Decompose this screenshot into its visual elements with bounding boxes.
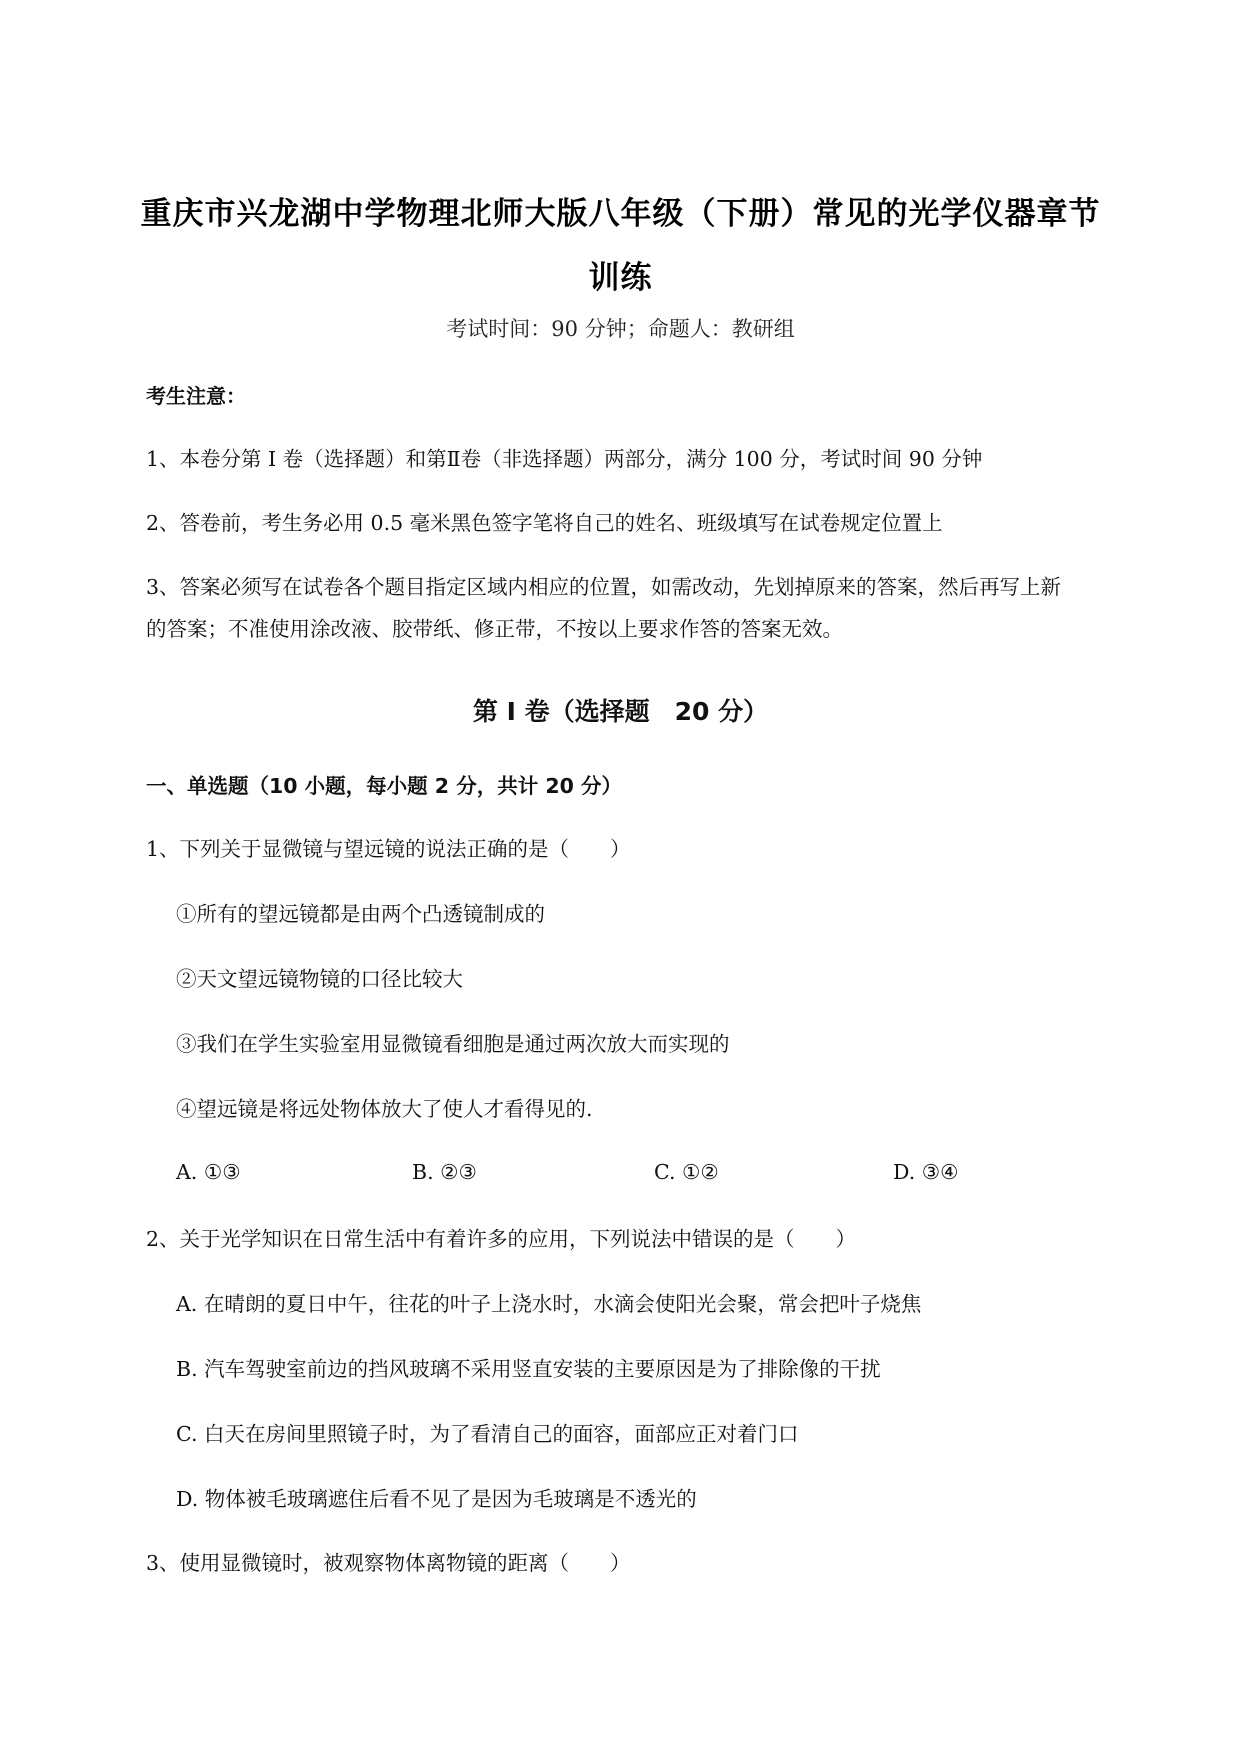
notice-item-3-continued: 的答案；不准使用涂改液、胶带纸、修正带，不按以上要求作答的答案无效。 <box>146 617 843 641</box>
question-1-option-d: D. ③④ <box>893 1160 959 1184</box>
question-1-option-b: B. ②③ <box>412 1160 477 1184</box>
question-2-stem: 2、关于光学知识在日常生活中有着许多的应用，下列说法中错误的是（ ） <box>146 1227 857 1251</box>
part-title: 一、单选题（10 小题，每小题 2 分，共计 20 分） <box>146 774 623 798</box>
question-1-statement-3: ③我们在学生实验室用显微镜看细胞是通过两次放大而实现的 <box>176 1032 730 1056</box>
notice-item-1: 1、本卷分第 I 卷（选择题）和第Ⅱ卷（非选择题）两部分，满分 100 分，考试时间 90 分钟 <box>146 447 983 471</box>
notice-item-2: 2、答卷前，考生务必用 0.5 毫米黑色签字笔将自己的姓名、班级填写在试卷规定位置上 <box>146 511 943 535</box>
notice-item-3: 3、答案必须写在试卷各个题目指定区域内相应的位置，如需改动，先划掉原来的答案，然后再写上新 <box>146 575 1062 599</box>
question-2-option-c: C. 白天在房间里照镜子时，为了看清自己的面容，面部应正对着门口 <box>176 1422 799 1446</box>
section-title: 第 I 卷（选择题 20 分） <box>472 697 769 726</box>
question-1-option-c: C. ①② <box>654 1160 719 1184</box>
question-2-option-b: B. 汽车驾驶室前边的挡风玻璃不采用竖直安装的主要原因是为了排除像的干扰 <box>176 1357 881 1381</box>
question-1-option-a: A. ①③ <box>176 1160 241 1184</box>
exam-meta: 考试时间：90 分钟；命题人：教研组 <box>446 317 795 341</box>
document-title-line-2: 训练 <box>588 260 653 296</box>
document-title-line-1: 重庆市兴龙湖中学物理北师大版八年级（下册）常见的光学仪器章节 <box>140 196 1101 232</box>
question-1-statement-1: ①所有的望远镜都是由两个凸透镜制成的 <box>176 902 545 926</box>
question-2-option-d: D. 物体被毛玻璃遮住后看不见了是因为毛玻璃是不透光的 <box>176 1487 697 1511</box>
question-2-option-a: A. 在晴朗的夏日中午，往花的叶子上浇水时，水滴会使阳光会聚，常会把叶子烧焦 <box>176 1292 922 1316</box>
question-3-stem: 3、使用显微镜时，被观察物体离物镜的距离（ ） <box>146 1551 631 1575</box>
question-1-statement-2: ②天文望远镜物镜的口径比较大 <box>176 967 463 991</box>
notice-heading: 考生注意： <box>146 384 246 408</box>
question-1-statement-4: ④望远镜是将远处物体放大了使人才看得见的. <box>176 1097 593 1121</box>
question-1-stem: 1、下列关于显微镜与望远镜的说法正确的是（ ） <box>146 837 631 861</box>
